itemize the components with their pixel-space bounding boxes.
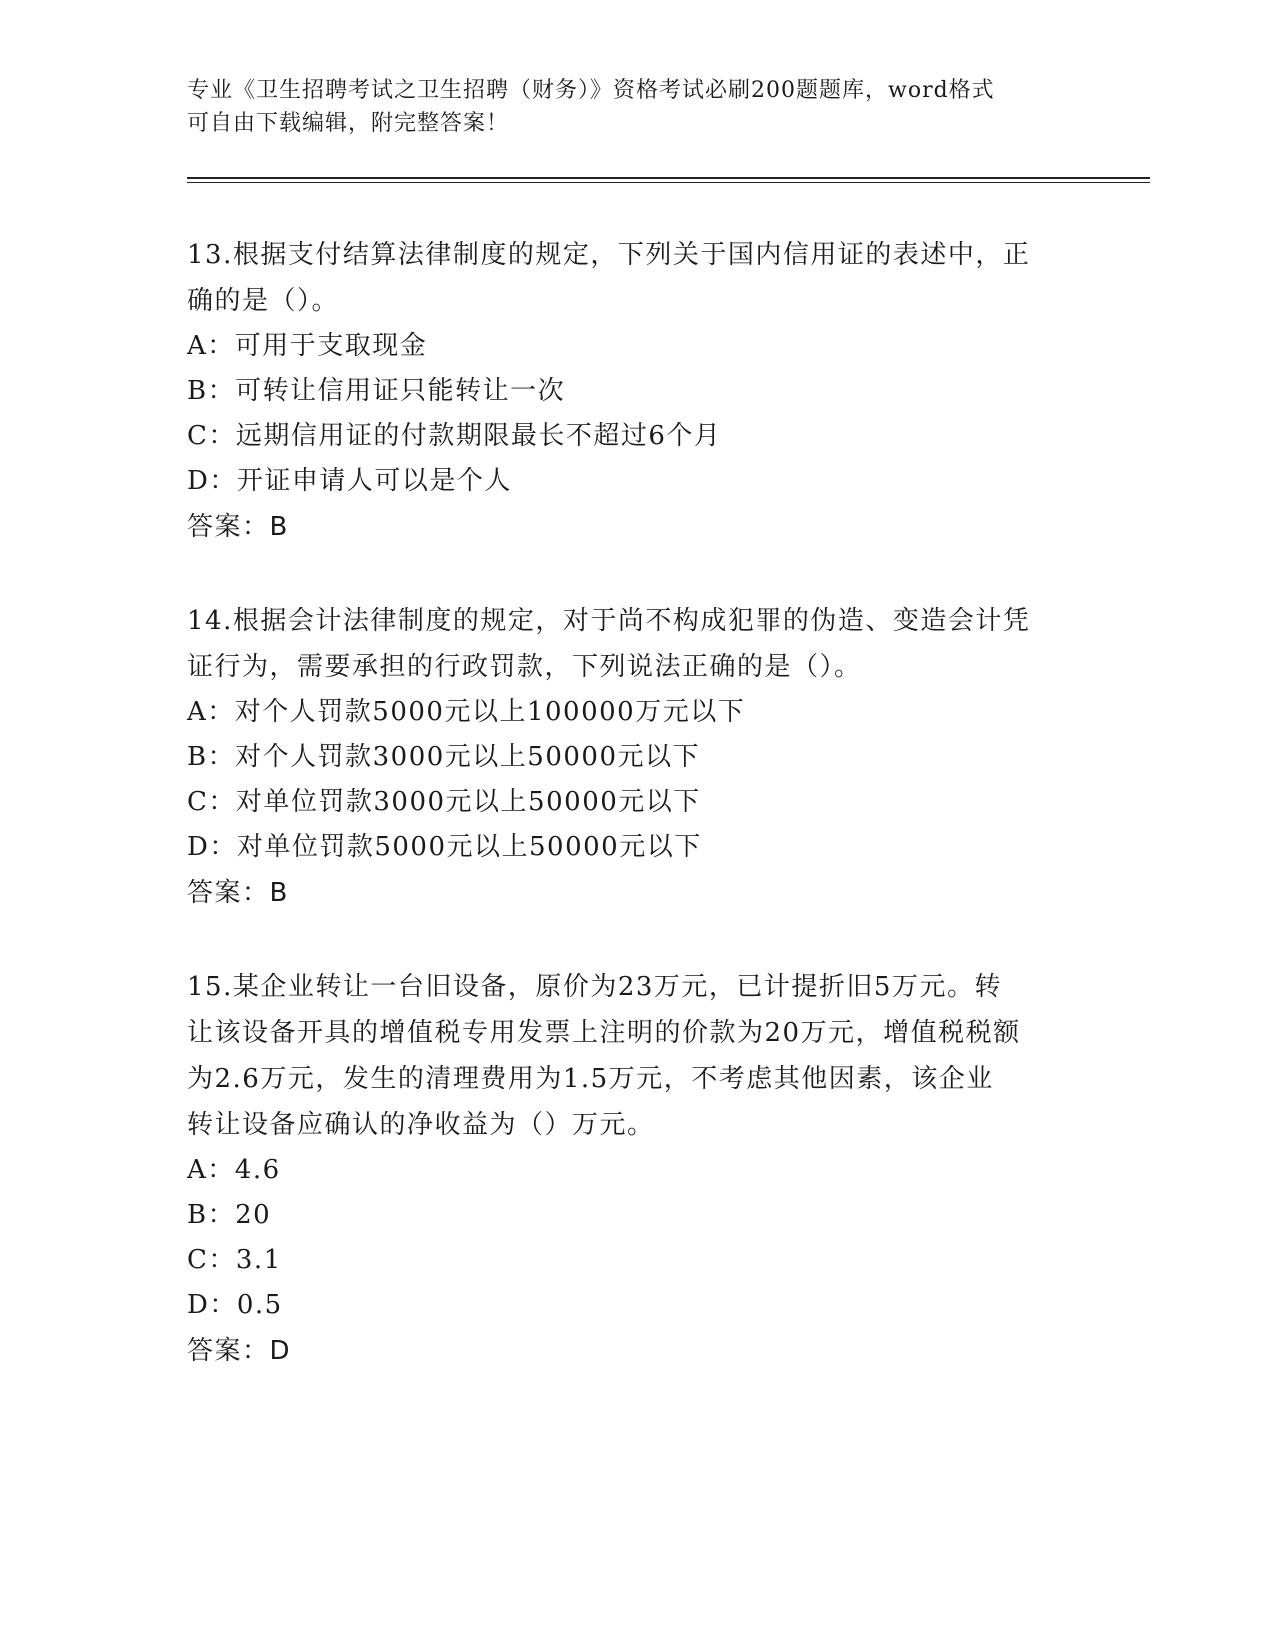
header-divider	[187, 177, 1150, 179]
header-line: 可自由下载编辑，附完整答案！	[187, 111, 510, 136]
question-text: 14.根据会计法律制度的规定，对于尚不构成犯罪的伪造、变造会计凭	[187, 606, 1031, 636]
answer-label: 答案：B	[187, 512, 289, 542]
option-c: C：3.1	[187, 1245, 282, 1275]
option-d: D：对单位罚款5000元以上50000元以下	[187, 832, 702, 862]
document-header	[187, 74, 1087, 140]
option-b: B：20	[187, 1200, 272, 1230]
option-a: A：4.6	[187, 1155, 281, 1185]
option-b: B：对个人罚款3000元以上50000元以下	[187, 742, 700, 772]
option-c: C：远期信用证的付款期限最长不超过6个月	[187, 421, 722, 451]
question-text: 证行为，需要承担的行政罚款，下列说法正确的是（）。	[187, 652, 862, 682]
question-text: 转让设备应确认的净收益为（）万元。	[187, 1110, 655, 1140]
header-divider-thin	[187, 182, 1150, 183]
option-c: C：对单位罚款3000元以上50000元以下	[187, 787, 701, 817]
question-text: 确的是（）。	[187, 286, 340, 316]
question-text: 13.根据支付结算法律制度的规定，下列关于国内信用证的表述中，正	[187, 240, 1031, 270]
question-text: 15.某企业转让一台旧设备，原价为23万元，已计提折旧5万元。转	[187, 972, 1002, 1002]
option-d: D：开证申请人可以是个人	[187, 466, 512, 496]
question-text: 为2.6万元，发生的清理费用为1.5万元，不考虑其他因素，该企业	[187, 1064, 994, 1094]
answer-label: 答案：B	[187, 878, 289, 908]
question-15	[187, 964, 1087, 1374]
option-a: A：对个人罚款5000元以上100000万元以下	[187, 697, 746, 727]
answer-label: 答案：D	[187, 1336, 292, 1366]
question-list	[187, 232, 1087, 1374]
question-text: 让该设备开具的增值税专用发票上注明的价款为20万元，增值税税额	[187, 1018, 1021, 1048]
question-14	[187, 598, 1087, 916]
option-a: A：可用于支取现金	[187, 331, 428, 361]
question-13	[187, 232, 1087, 550]
option-b: B：可转让信用证只能转让一次	[187, 376, 566, 406]
header-line: 专业《卫生招聘考试之卫生招聘（财务）》资格考试必刷200题题库，word格式	[187, 78, 995, 103]
option-d: D：0.5	[187, 1290, 283, 1320]
